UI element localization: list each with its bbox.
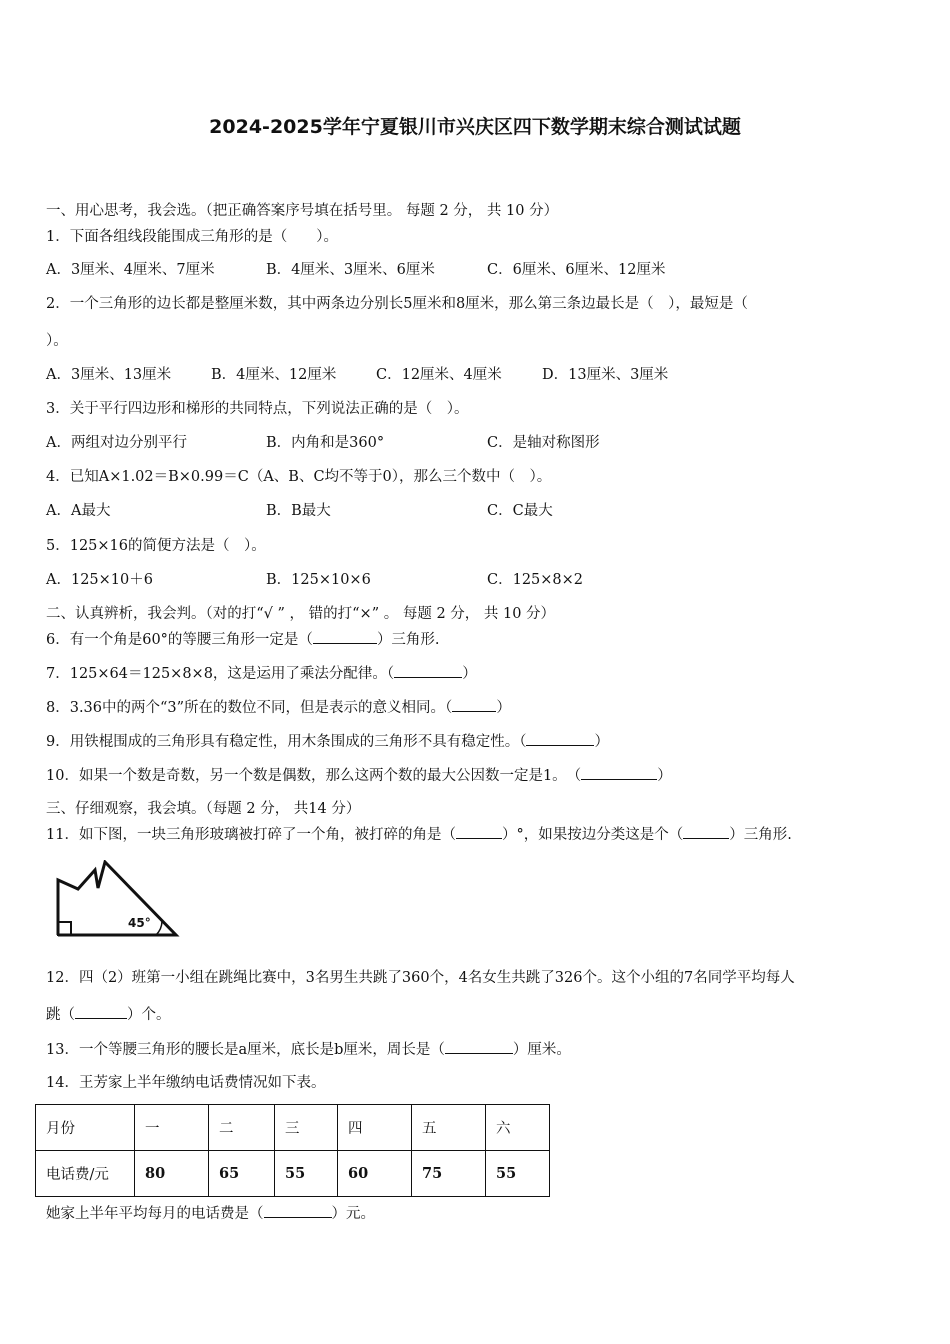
angle-arc (156, 921, 162, 935)
option-c: C．125×8×2 (487, 572, 584, 588)
question-1: 1．下面各组线段能围成三角形的是（ ）。 (46, 229, 338, 245)
question-13: 13．一个等腰三角形的腰长是a厘米，底长是b厘米，周长是（ ）厘米。 (46, 1042, 571, 1058)
answer-blank[interactable] (456, 825, 502, 839)
answer-blank[interactable] (526, 732, 594, 746)
table-header-row (36, 1105, 550, 1151)
question-12-continued: 跳（ ）个。 (46, 1007, 171, 1023)
table-cell: 一 (135, 1105, 209, 1151)
option-b: B．内角和是360° (266, 435, 385, 451)
section-3-heading: 三、仔细观察，我会填。（每题 2 分， 共14 分） (46, 801, 361, 817)
question-8: 8．3.36中的两个“3”所在的数位不同，但是表示的意义相同。（ ） (46, 700, 511, 716)
answer-blank[interactable] (683, 825, 729, 839)
option-c: C．6厘米、6厘米、12厘米 (487, 262, 666, 278)
option-a: A．125×10＋6 (46, 572, 153, 588)
option-b: B．4厘米、12厘米 (211, 367, 337, 383)
option-a: A．两组对边分别平行 (46, 435, 187, 451)
table-cell: 二 (209, 1105, 275, 1151)
answer-blank[interactable] (313, 630, 377, 644)
table-cell: 四 (338, 1105, 412, 1151)
table-row (36, 1151, 550, 1197)
question-3: 3．关于平行四边形和梯形的共同特点，下列说法正确的是（ ）。 (46, 401, 469, 417)
option-c: C．是轴对称图形 (487, 435, 600, 451)
angle-label: 45° (128, 916, 151, 930)
option-a: A．3厘米、13厘米 (46, 367, 172, 383)
table-cell: 三 (275, 1105, 338, 1151)
question-4: 4．已知A×1.02＝B×0.99＝C（A、B、C均不等于0），那么三个数中（ ）。 (46, 469, 552, 485)
question-14-answer: 她家上半年平均每月的电话费是（ ）元。 (46, 1206, 375, 1222)
option-c: C．C最大 (487, 503, 553, 519)
table-cell: 55 (486, 1151, 550, 1197)
broken-triangle-figure (52, 860, 182, 942)
question-2-continued: ）。 (46, 333, 68, 349)
question-9: 9．用铁棍围成的三角形具有稳定性，用木条围成的三角形不具有稳定性。（ ） (46, 734, 609, 750)
answer-blank[interactable] (581, 766, 657, 780)
table-cell: 月份 (36, 1105, 135, 1151)
question-6: 6．有一个角是60°的等腰三角形一定是（ ）三角形. (46, 632, 440, 648)
option-b: B．B最大 (266, 503, 331, 519)
table-cell: 75 (412, 1151, 486, 1197)
question-12: 12．四（2）班第一小组在跳绳比赛中，3名男生共跳了360个，4名女生共跳了326个。这个小组的7名同学平均每人 (46, 970, 795, 986)
answer-blank[interactable] (75, 1005, 127, 1019)
answer-blank[interactable] (264, 1204, 332, 1218)
option-b: B．125×10×6 (266, 572, 371, 588)
table-cell: 65 (209, 1151, 275, 1197)
option-a: A．A最大 (46, 503, 111, 519)
question-7: 7．125×64＝125×8×8，这是运用了乘法分配律。（ ） (46, 666, 477, 682)
answer-blank[interactable] (445, 1040, 513, 1054)
page-title: 2024-2025学年宁夏银川市兴庆区四下数学期末综合测试试题 (209, 116, 741, 138)
table-cell: 六 (486, 1105, 550, 1151)
table-cell: 80 (135, 1151, 209, 1197)
option-d: D．13厘米、3厘米 (542, 367, 669, 383)
table-cell: 60 (338, 1151, 412, 1197)
table-cell: 电话费/元 (36, 1151, 135, 1197)
answer-blank[interactable] (452, 698, 496, 712)
table-cell: 五 (412, 1105, 486, 1151)
question-2: 2．一个三角形的边长都是整厘米数，其中两条边分别长5厘米和8厘米，那么第三条边最长是（ ），最短是（ (46, 296, 748, 312)
option-a: A．3厘米、4厘米、7厘米 (46, 262, 215, 278)
answer-blank[interactable] (394, 664, 462, 678)
right-angle-mark (58, 922, 71, 935)
section-2-heading: 二、认真辨析，我会判。（对的打“√ ” ， 错的打“×” 。 每题 2 分， 共 10 分） (46, 606, 556, 622)
phone-fee-table (35, 1104, 550, 1197)
option-b: B．4厘米、3厘米、6厘米 (266, 262, 435, 278)
section-1-heading: 一、用心思考，我会选。（把正确答案序号填在括号里。 每题 2 分， 共 10 分） (46, 203, 559, 219)
question-11: 11．如下图，一块三角形玻璃被打碎了一个角，被打碎的角是（ ）°，如果按边分类这是个（ ）三角形. (46, 827, 792, 843)
table-cell: 55 (275, 1151, 338, 1197)
option-c: C．12厘米、4厘米 (376, 367, 502, 383)
question-14: 14．王芳家上半年缴纳电话费情况如下表。 (46, 1075, 326, 1091)
question-10: 10．如果一个数是奇数，另一个数是偶数，那么这两个数的最大公因数一定是1。 （ ） (46, 768, 672, 784)
question-5: 5．125×16的简便方法是（ ）。 (46, 538, 266, 554)
